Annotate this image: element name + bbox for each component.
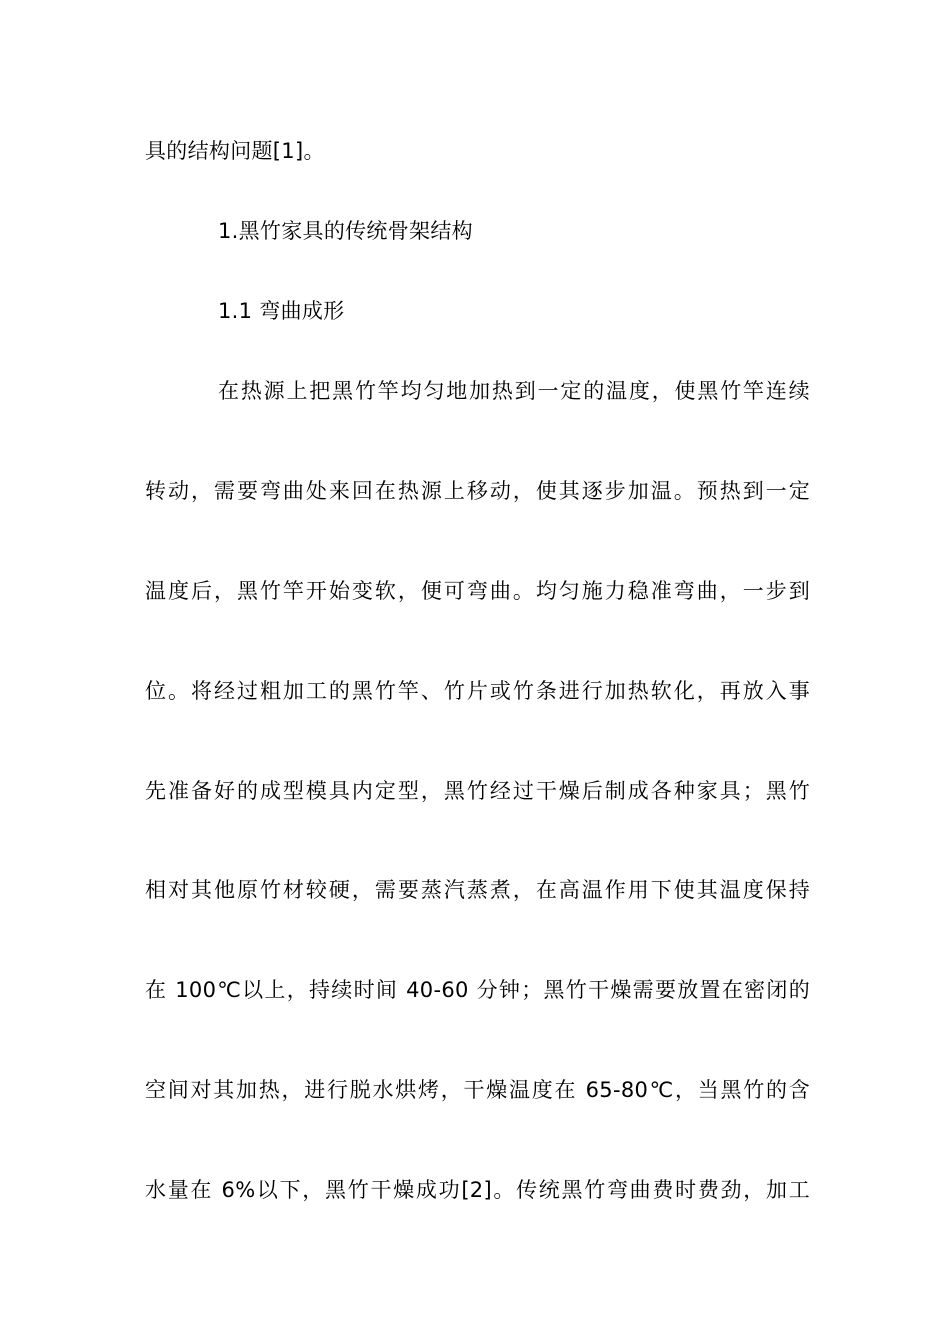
body-line: 位。将经过粗加工的黑竹竿、竹片或竹条进行加热软化，再放入事 bbox=[145, 679, 810, 703]
subsection-heading: 1.1 弯曲成形 bbox=[218, 299, 345, 323]
body-line: 转动，需要弯曲处来回在热源上移动，使其逐步加温。预热到一定 bbox=[145, 479, 810, 503]
body-line: 温度后，黑竹竿开始变软，便可弯曲。均匀施力稳准弯曲，一步到 bbox=[145, 579, 810, 603]
paragraph-tail-line: 具的结构问题[1]。 bbox=[145, 139, 325, 163]
body-line: 在 100℃以上，持续时间 40-60 分钟；黑竹干燥需要放置在密闭的 bbox=[145, 978, 810, 1002]
body-line: 相对其他原竹材较硬，需要蒸汽蒸煮，在高温作用下使其温度保持 bbox=[145, 878, 810, 902]
section-heading: 1.黑竹家具的传统骨架结构 bbox=[218, 219, 473, 243]
body-line: 在热源上把黑竹竿均匀地加热到一定的温度，使黑竹竿连续 bbox=[218, 379, 810, 403]
body-line: 先准备好的成型模具内定型，黑竹经过干燥后制成各种家具；黑竹 bbox=[145, 779, 810, 803]
body-line: 水量在 6%以下，黑竹干燥成功[2]。传统黑竹弯曲费时费劲，加工 bbox=[145, 1178, 810, 1202]
body-line: 空间对其加热，进行脱水烘烤，干燥温度在 65-80℃，当黑竹的含 bbox=[145, 1078, 810, 1102]
